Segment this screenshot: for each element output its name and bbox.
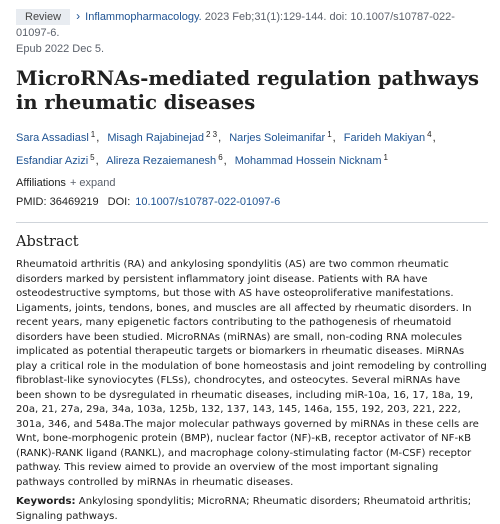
pmid-value: 36469219 xyxy=(49,196,99,208)
identifiers-row xyxy=(16,194,488,210)
epub-date: Epub 2022 Dec 5. xyxy=(16,43,105,55)
author-separator: , xyxy=(218,132,222,144)
author-name-link[interactable]: Mohammad Hossein Nicknam xyxy=(234,155,382,167)
affiliation-number[interactable]: 6 xyxy=(218,153,223,162)
author-item xyxy=(107,132,226,144)
keywords-text: Ankylosing spondylitis; MicroRNA; Rheumatic disorders; Rheumatoid arthritis; Signaling pathways. xyxy=(16,496,472,522)
author-name-link[interactable]: Farideh Makiyan xyxy=(343,132,426,144)
affiliation-number[interactable]: 1 xyxy=(327,130,332,139)
author-item xyxy=(16,155,104,167)
author-name-link[interactable]: Sara Assadiasl xyxy=(16,132,89,144)
author-item xyxy=(106,155,232,167)
author-name-link[interactable]: Narjes Soleimanifar xyxy=(229,132,326,144)
author-item xyxy=(235,155,388,167)
abstract-text: Rheumatoid arthritis (RA) and ankylosing spondylitis (AS) are two common rheumatic disorders marked by persistent inflammatory joint disease. Patients with RA have osteodestructive symptoms, but those with AS have osteoproliferative manifestations. Ligaments, joints, tendons, bones, and muscles are all affected by rheumatic disorders. In recent years, many epigenetic factors contributing to the pathogenesis of rheumatoid disorders have been studied. MicroRNAs (miRNAs) are small, non-coding RNA molecules implicated as potential therapeutic targets or biomarkers in rheumatic diseases. MiRNAs play a critical role in the modulation of bone homeostasis and joint remodeling by controlling fibroblast-like synoviocytes (FLSs), chondrocytes, and osteocytes. Several miRNAs have been shown to be dysregulated in rheumatic diseases, including miR-10a, 16, 17, 18a, 19, 20a, 21, 27a, 29a, 34a, 103a, 125b, 132, 137, 143, 145, 146a, 155, 192, 203, 221, 222, 301a, 346, and 548a.The major molecular pathways governed by miRNAs in these cells are Wnt, bone-morphogenic protein (BMP), nuclear factor (NF)-κB, receptor activator of NF-κB (RANK)-RANK ligand (RANKL), and macrophage colony-stimulating factor (M-CSF) receptor pathway. This review aimed to provide an overview of the most important signaling pathways controlled by miRNAs in rheumatic diseases. xyxy=(16,259,487,488)
doi-label: DOI: xyxy=(107,196,131,208)
affiliation-number[interactable]: 1 xyxy=(90,130,96,139)
author-separator: , xyxy=(223,155,227,167)
affiliation-number[interactable]: 5 xyxy=(90,153,95,162)
author-separator: , xyxy=(96,132,100,144)
keywords-row xyxy=(16,495,488,524)
affiliation-number[interactable]: 2 3 xyxy=(205,130,218,139)
author-list xyxy=(16,125,458,171)
review-badge: Review xyxy=(16,9,70,25)
author-name-link[interactable]: Esfandiar Azizi xyxy=(16,155,89,167)
affiliation-number[interactable]: 1 xyxy=(383,153,388,162)
journal-link[interactable]: Inflammopharmacology. xyxy=(85,11,202,23)
doi-link[interactable]: 10.1007/s10787-022-01097-6 xyxy=(135,196,281,208)
author-item xyxy=(344,132,441,144)
author-item xyxy=(229,132,341,144)
article-title: MicroRNAs-mediated regulation pathways in rheumatic diseases xyxy=(16,67,480,114)
affiliations-label: Affiliations xyxy=(16,177,66,189)
author-separator: , xyxy=(432,132,436,144)
keywords-label: Keywords: xyxy=(16,496,76,507)
expand-affiliations-button[interactable]: + expand xyxy=(69,177,116,189)
author-separator: , xyxy=(332,132,336,144)
affiliation-number[interactable]: 4 xyxy=(427,130,432,139)
author-item xyxy=(16,132,104,144)
citation-details: 2023 Feb;31(1):129-144. doi: 10.1007/s10787-022-01097-6. xyxy=(16,11,455,39)
citation-line xyxy=(16,8,488,57)
chevron-right-icon[interactable]: › xyxy=(76,9,81,23)
pmid-label: PMID: xyxy=(16,196,47,208)
abstract-heading: Abstract xyxy=(16,234,79,250)
author-name-link[interactable]: Misagh Rajabinejad xyxy=(107,132,204,144)
section-divider xyxy=(16,222,488,223)
author-name-link[interactable]: Alireza Rezaiemanesh xyxy=(106,155,217,167)
author-separator: , xyxy=(95,155,99,167)
affiliations-row xyxy=(16,175,488,191)
